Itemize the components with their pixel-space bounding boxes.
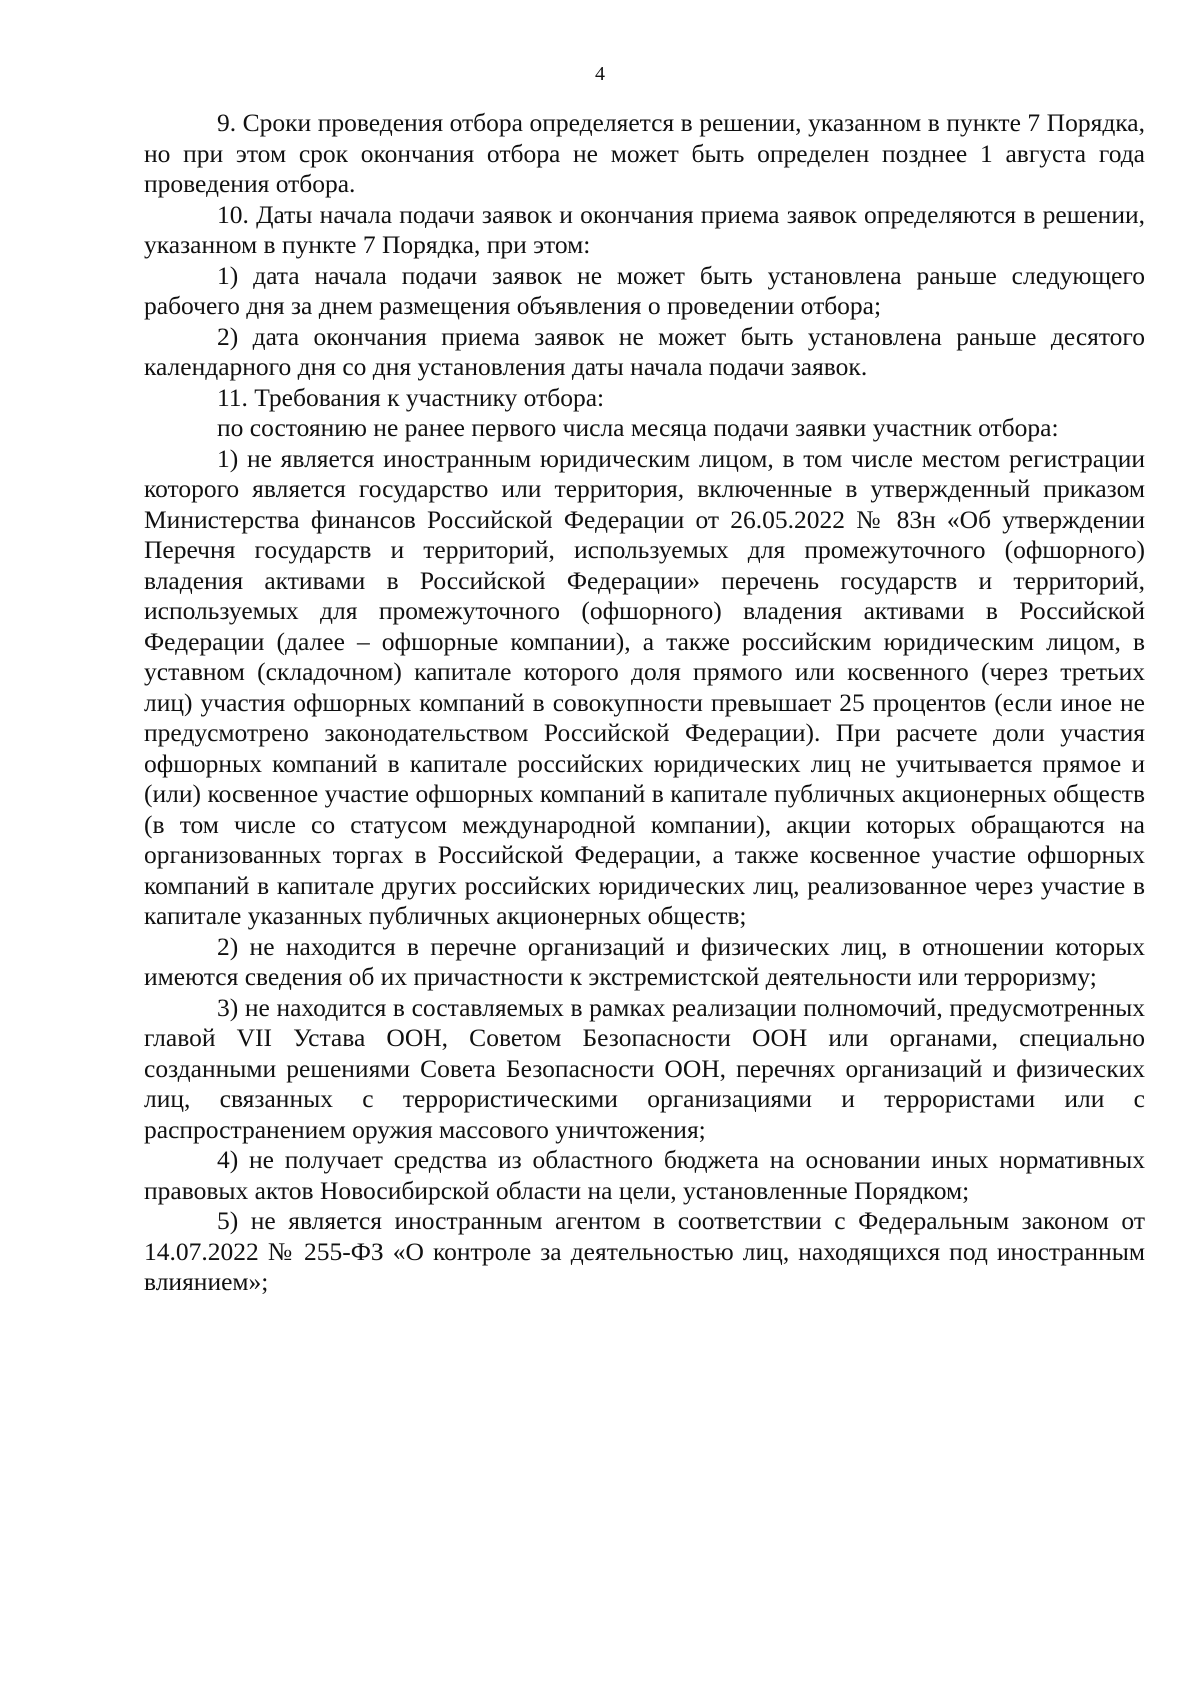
paragraph-9-deadlines: 9. Сроки проведения отбора определяется в решении, указанном в пункте 7 Порядка, но при этом срок окончания отбора не может быть определен позднее 1 августа года проведения отбора. xyxy=(144,108,1145,198)
paragraph-11-item-4: 4) не получает средства из областного бюджета на основании иных нормативных правовых актов Новосибирской области на цели, установленные Порядком; xyxy=(144,1145,1145,1205)
paragraph-11-item-5: 5) не является иностранным агентом в соответствии с Федеральным законом от 14.07.2022 № 255-ФЗ «О контроле за деятельностью лиц, находящихся под иностранным влиянием»; xyxy=(144,1206,1145,1296)
paragraph-11-intro: по состоянию не ранее первого числа месяца подачи заявки участник отбора: xyxy=(217,413,1059,442)
page-number: 4 xyxy=(595,63,605,85)
document-body xyxy=(144,108,1145,1298)
paragraph-10-application-dates: 10. Даты начала подачи заявок и окончания приема заявок определяются в решении, указанном в пункте 7 Порядка, при этом: xyxy=(144,199,1145,259)
paragraph-11-item-1: 1) не является иностранным юридическим лицом, в том числе местом регистрации которого является государство или территория, включенные в утвержденный приказом Министерства финансов Российской Федерации от 26.05.2022 № 83н «Об утверждении Перечня государств и территорий, используемых для промежуточного (офшорного) владения активами в Российской Федерации» перечень государств и территорий, используемых для промежуточного (офшорного) владения активами в Российской Федерации (далее – офшорные компании), а также российским юридическим лицом, в уставном (складочном) капитале которого доля прямого или косвенного (через третьих лиц) участия офшорных компаний в совокупности превышает 25 процентов (если иное не предусмотрено законодательством Российской Федерации). При расчете доли участия офшорных компаний в капитале российских юридических лиц не учитывается прямое и (или) косвенное участие офшорных компаний в капитале публичных акционерных обществ (в том числе со статусом международной компании), акции которых обращаются на организованных торгах в Российской Федерации, а также косвенное участие офшорных компаний в капитале других российских юридических лиц, реализованное через участие в капитале указанных публичных акционерных обществ; xyxy=(144,443,1145,930)
paragraph-11-item-2: 2) не находится в перечне организаций и физических лиц, в отношении которых имеются сведения об их причастности к экстремистской деятельности или терроризму; xyxy=(144,931,1145,991)
paragraph-10-item-2: 2) дата окончания приема заявок не может быть установлена раньше десятого календарного дня со дня установления даты начала подачи заявок. xyxy=(144,321,1145,381)
paragraph-11-requirements: 11. Требования к участнику отбора: xyxy=(217,382,605,412)
paragraph-11-item-3: 3) не находится в составляемых в рамках реализации полномочий, предусмотренных главой VII Устава ООН, Советом Безопасности ООН или органами, специально созданными решениями Совета Безопасности ООН, перечнях организаций и физических лиц, связанных с террористическими организациями и террористами или с распространением оружия массового уничтожения; xyxy=(144,992,1145,1144)
paragraph-10-item-1: 1) дата начала подачи заявок не может быть установлена раньше следующего рабочего дня за днем размещения объявления о проведении отбора; xyxy=(144,260,1145,320)
